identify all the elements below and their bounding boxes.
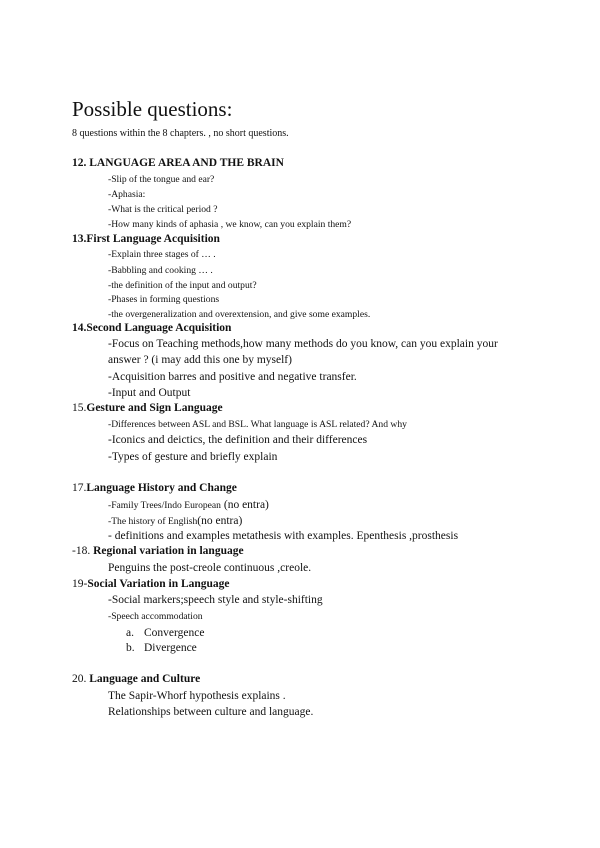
- section-17-item-text: -Family Trees/Indo European: [108, 500, 221, 511]
- section-14-title: Second Language Acquisition: [86, 322, 232, 334]
- section-13-item: -Explain three stages of … .: [108, 249, 216, 260]
- subitem-text: Convergence: [144, 627, 205, 639]
- section-17-item-text: -The history of English: [108, 516, 198, 527]
- section-18-number: -18.: [72, 545, 94, 557]
- section-19-subitem: [126, 642, 197, 654]
- section-12-item: -How many kinds of aphasia , we know, can you explain them?: [108, 219, 352, 230]
- section-15-title: Gesture and Sign Language: [86, 402, 223, 414]
- section-13-item: -Phases in forming questions: [108, 294, 220, 305]
- section-13-heading: [72, 233, 220, 245]
- section-17-item: - definitions and examples metathesis with examples. Epenthesis ,prosthesis: [108, 530, 459, 542]
- section-17-number: 17.: [72, 482, 87, 494]
- section-14-heading: [72, 322, 231, 334]
- section-18-heading: [72, 545, 244, 557]
- section-13-item: -Babbling and cooking … .: [108, 265, 213, 276]
- section-18-item: Penguins the post-creole continuous ,creole.: [108, 562, 312, 574]
- section-20-item: Relationships between culture and language.: [108, 706, 314, 718]
- section-14-item: -Input and Output: [108, 387, 191, 399]
- section-13-item: -the overgeneralization and overextension, and give some examples.: [108, 309, 371, 320]
- section-18-title: Regional variation in language: [93, 545, 244, 557]
- section-19-title: Social Variation in Language: [87, 578, 230, 590]
- section-17-item: [108, 499, 269, 511]
- section-20-title: Language and Culture: [89, 673, 201, 685]
- section-17-item: [108, 515, 242, 527]
- subitem-label: b.: [126, 642, 135, 654]
- section-17-heading: [72, 482, 237, 494]
- section-20-heading: [72, 673, 200, 685]
- section-17-item-note: (no entra): [220, 499, 269, 511]
- section-19-number: 19-: [72, 578, 88, 590]
- section-14-item: answer ? (i may add this one by myself): [108, 354, 292, 366]
- section-19-heading: [72, 578, 230, 590]
- section-14-item: -Acquisition barres and positive and negative transfer.: [108, 371, 357, 383]
- subitem-text: Divergence: [144, 642, 197, 654]
- section-13-title: First Language Acquisition: [86, 233, 220, 245]
- section-12-item: -Aphasia:: [108, 189, 146, 200]
- section-20-item: The Sapir-Whorf hypothesis explains .: [108, 690, 286, 702]
- section-17-title: Language History and Change: [86, 482, 237, 494]
- section-12-item: -What is the critical period ?: [108, 204, 218, 215]
- section-14-item: -Focus on Teaching methods,how many methods do you know, can you explain your: [108, 338, 498, 350]
- subitem-label: a.: [126, 627, 134, 639]
- section-12-item: -Slip of the tongue and ear?: [108, 174, 215, 185]
- section-13-item: -the definition of the input and output?: [108, 280, 257, 291]
- page-subtitle: 8 questions within the 8 chapters. , no short questions.: [72, 128, 289, 139]
- section-19-item: -Social markers;speech style and style-shifting: [108, 594, 323, 606]
- section-20-number: 20.: [72, 673, 90, 685]
- section-19-subitem: [126, 627, 204, 639]
- section-12-heading: [72, 157, 284, 169]
- section-15-heading: [72, 402, 223, 414]
- section-15-item: -Differences between ASL and BSL. What language is ASL related? And why: [108, 419, 407, 430]
- section-15-number: 15.: [72, 402, 87, 414]
- section-14-number: 14.: [72, 322, 87, 334]
- page-title: Possible questions:: [72, 97, 233, 121]
- section-17-item-note: (no entra): [197, 515, 243, 527]
- section-19-item: -Speech accommodation: [108, 611, 203, 622]
- section-15-item: -Iconics and deictics, the definition and their differences: [108, 434, 368, 446]
- section-12-number: 12.: [72, 157, 87, 169]
- section-12-title: LANGUAGE AREA AND THE BRAIN: [86, 157, 284, 169]
- section-15-item: -Types of gesture and briefly explain: [108, 451, 278, 463]
- section-13-number: 13.: [72, 233, 87, 245]
